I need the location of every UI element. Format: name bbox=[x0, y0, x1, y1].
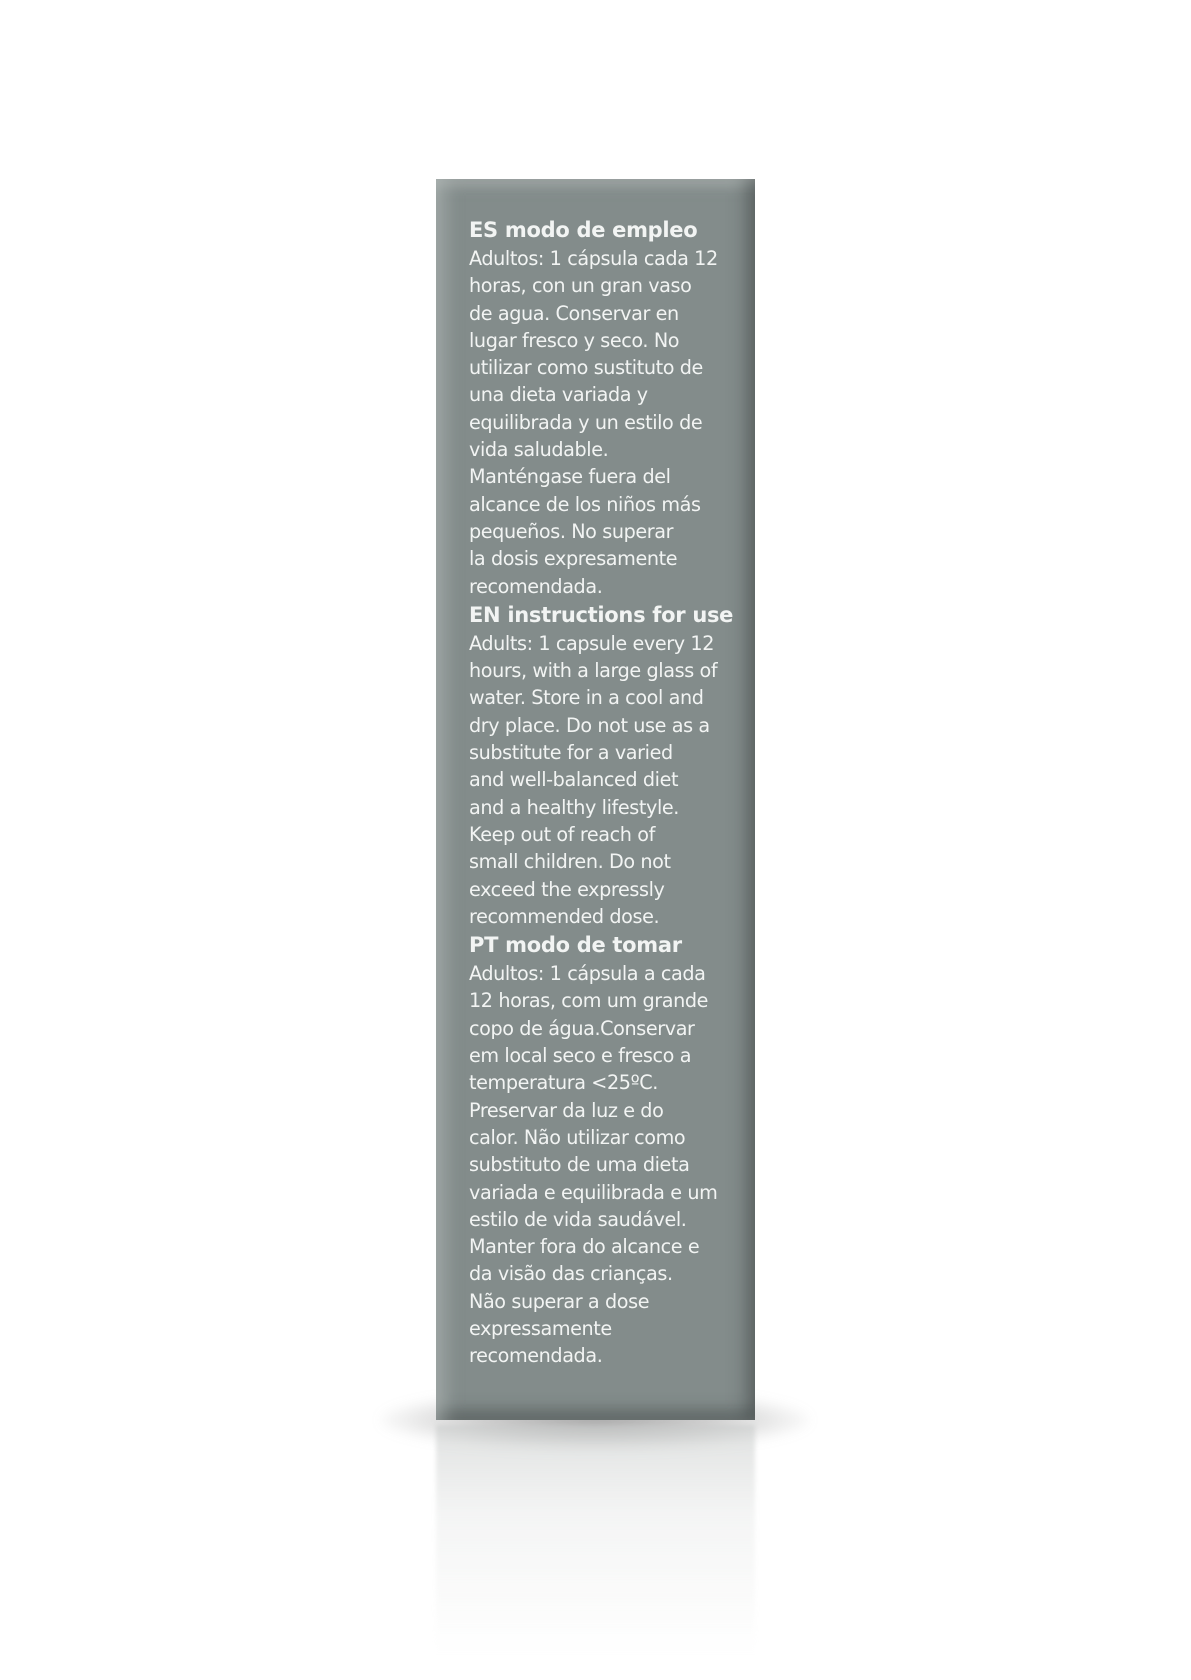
section-body-es: Adultos: 1 cápsula cada 12 horas, con un gran vaso de agua. Conservar en lugar fresco y seco. No utilizar como sustituto de una dieta variada y equilibrada y un estilo de vida saludable. Manténgase fuera del alcance de los niños más pequeños. No superar la dosis expresamente recomendada. bbox=[469, 247, 718, 598]
section-pt bbox=[469, 930, 739, 1369]
section-heading-es: ES modo de empleo bbox=[469, 218, 698, 242]
product-box-side-panel bbox=[436, 179, 755, 1420]
box-reflection bbox=[436, 1425, 755, 1655]
section-heading-en: EN instructions for use bbox=[469, 602, 734, 627]
section-en bbox=[469, 600, 739, 930]
section-es bbox=[469, 215, 739, 600]
section-heading-pt: PT modo de tomar bbox=[469, 933, 682, 958]
instructions-text bbox=[469, 215, 739, 1370]
section-body-en: Adults: 1 capsule every 12 hours, with a large glass of water. Store in a cool and dry place. Do not use as a substitute for a varied and well-balanced diet and a healthy lifestyle. Keep out of reach of small children. Do not exceed the expressly recommended dose. bbox=[469, 631, 718, 928]
section-body-pt: Adultos: 1 cápsula a cada 12 horas, com um grande copo de água.Conservar em local seco e fresco a temperatura <25ºC. Preservar da luz e do calor. Não utilizar como substituto de uma dieta variada e equilibrada e um estilo de vida saudável. Manter fora do alcance e da visão das crianças. Não superar a dose expressamente recomendada. bbox=[469, 962, 718, 1368]
